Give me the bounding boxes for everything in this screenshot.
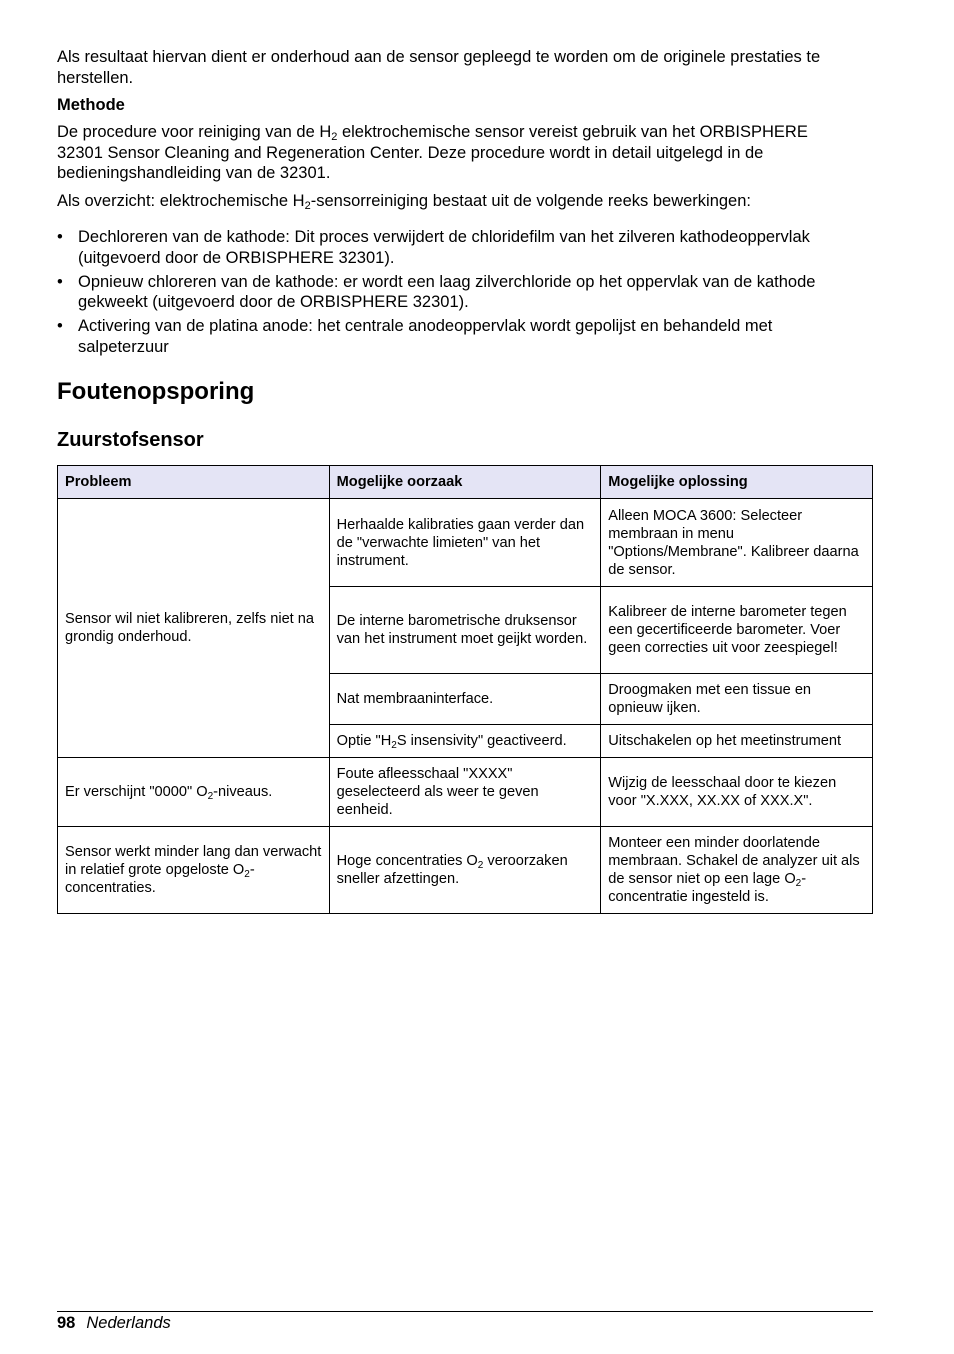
list-item — [57, 272, 857, 313]
method-subscript: 2 — [331, 131, 338, 143]
list-item — [57, 316, 857, 357]
solution-cell: Wijzig de leesschaal door te kiezen voor "X.XXX, XX.XX of XXX.X". — [601, 758, 873, 827]
header-solution: Mogelijke oplossing — [601, 466, 873, 499]
cause-subscript: 2 — [477, 860, 484, 871]
method-heading: Methode — [57, 96, 125, 114]
page-number: 98 — [57, 1314, 76, 1332]
cause-text-b: veroorzaken sneller afzettingen. — [336, 853, 568, 887]
overview-paragraph — [57, 191, 857, 212]
problem-subscript: 2 — [207, 791, 214, 802]
bullet-icon: • — [57, 272, 63, 291]
problem-text-a: Sensor werkt minder lang dan verwacht in relatief grote opgeloste O — [65, 844, 322, 878]
cause-text-a: Optie "H — [336, 733, 392, 749]
overview-subscript: 2 — [304, 200, 311, 212]
footer-language: Nederlands — [86, 1314, 171, 1332]
table-row — [58, 758, 873, 827]
table-row — [58, 827, 873, 914]
cleaning-steps-list — [57, 227, 857, 361]
solution-cell — [601, 827, 873, 914]
table-row — [58, 499, 873, 587]
list-item-text: Opnieuw chloreren van de kathode: er wordt een laag zilverchloride op het oppervlak van de kathode gekweekt (uitgevoerd door de ORBISPHERE 32301). — [78, 272, 816, 311]
method-paragraph — [57, 122, 857, 184]
solution-subscript: 2 — [795, 878, 802, 889]
solution-cell: Kalibreer de interne barometer tegen een gecertificeerde barometer. Voer geen correcties uit voor zeespiegel! — [601, 587, 873, 674]
cause-cell: Nat membraaninterface. — [329, 674, 601, 725]
list-item — [57, 227, 857, 268]
cause-text-b: S insensivity" geactiveerd. — [396, 733, 567, 749]
method-text-a: De procedure voor reiniging van de H — [57, 123, 332, 141]
problem-cell: Sensor wil niet kalibreren, zelfs niet na grondig onderhoud. — [58, 499, 330, 758]
cause-cell: De interne barometrische druksensor van het instrument moet geijkt worden. — [329, 587, 601, 674]
solution-cell: Alleen MOCA 3600: Selecteer membraan in menu "Options/Membrane". Kalibreer daarna de sensor. — [601, 499, 873, 587]
problem-cell — [58, 758, 330, 827]
overview-text-a: Als overzicht: elektrochemische H — [57, 192, 305, 210]
cause-text-a: Hoge concentraties O — [336, 853, 478, 869]
bullet-icon: • — [57, 228, 63, 246]
problem-text-b: -niveaus. — [213, 784, 273, 800]
cause-cell — [329, 827, 601, 914]
footer-divider — [57, 1311, 873, 1312]
header-cause: Mogelijke oorzaak — [329, 466, 601, 499]
problem-text-a: Er verschijnt "0000" O — [65, 784, 208, 800]
cause-cell: Herhaalde kalibraties gaan verder dan de "verwachte limieten" van het instrument. — [329, 499, 601, 587]
cause-subscript: 2 — [391, 740, 397, 751]
method-text-b: elektrochemische sensor vereist gebruik van het ORBISPHERE 32301 Sensor Cleaning and Regeneration Center. Deze procedure wordt in detail uitgelegd in de bedieningshandleiding van de 32301. — [57, 123, 808, 182]
cause-cell: Foute afleesschaal "XXXX" geselecteerd als weer te geven eenheid. — [329, 758, 601, 827]
intro-paragraph: Als resultaat hiervan dient er onderhoud aan de sensor gepleegd te worden om de originele prestaties te herstellen. — [57, 48, 821, 87]
header-problem: Probleem — [58, 466, 330, 499]
section-title: Foutenopsporing — [57, 378, 255, 405]
troubleshooting-table — [57, 465, 873, 914]
page-footer — [57, 1313, 171, 1333]
problem-text-b: -concentraties. — [65, 862, 255, 896]
list-item-text: Activering van de platina anode: het centrale anodeoppervlak wordt gepolijst en behandeld met salpeterzuur — [78, 317, 773, 356]
list-item-text: Dechloreren van de kathode: Dit proces verwijdert de chloridefilm van het zilveren kathodeoppervlak (uitgevoerd door de ORBISPHERE 32301). — [78, 228, 810, 267]
solution-text-b: -concentratie ingesteld is. — [608, 871, 807, 905]
problem-subscript: 2 — [244, 869, 250, 880]
solution-cell: Uitschakelen op het meetinstrument — [601, 725, 873, 758]
table-header-row — [58, 466, 873, 499]
overview-text-b: -sensorreiniging bestaat uit de volgende reeks bewerkingen: — [310, 192, 751, 210]
bullet-icon: • — [57, 317, 63, 335]
subsection-title: Zuurstofsensor — [57, 429, 204, 451]
problem-cell — [58, 827, 330, 914]
solution-text-a: Monteer een minder doorlatende membraan. Schakel de analyzer uit als de sensor niet op een lage O — [608, 835, 860, 887]
solution-cell: Droogmaken met een tissue en opnieuw ijken. — [601, 674, 873, 725]
cause-cell — [329, 725, 601, 758]
